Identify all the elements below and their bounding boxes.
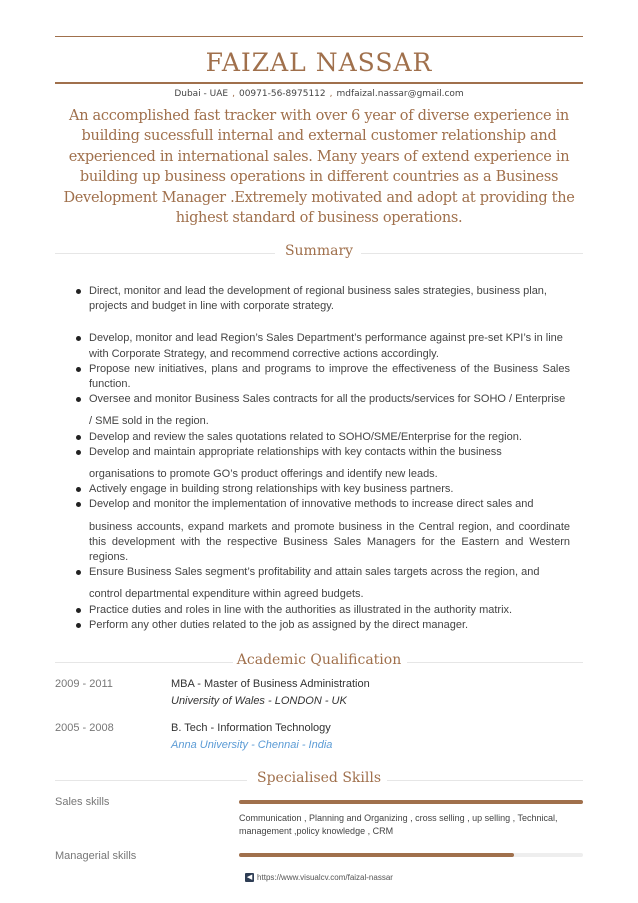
skills-section-heading xyxy=(55,770,583,790)
education-degree: MBA - Master of Business Administration xyxy=(171,678,370,690)
summary-item: Develop and monitor the implementation of innovative methods to increase direct sales and xyxy=(75,497,570,512)
top-divider xyxy=(55,36,583,37)
summary-item: Develop and maintain appropriate relationships with key contacts within the business xyxy=(75,445,570,460)
education-section-heading xyxy=(55,652,583,672)
contact-separator: , xyxy=(232,89,235,99)
candidate-name: FAIZAL NASSAR xyxy=(205,48,433,77)
summary-item: Direct, monitor and lead the development of regional business sales strategies, business plan, projects and budget in line with corporate strategy. xyxy=(75,284,570,314)
summary-item-continued: control departmental expenditure within agreed budgets. xyxy=(89,588,364,601)
summary-section-heading xyxy=(55,243,583,263)
skill-description: Communication , Planning and Organizing , cross selling , up selling , Technical, management ,policy knowledge , CRM xyxy=(239,813,558,836)
contact-phone[interactable]: 00971-56-8975112 xyxy=(238,89,326,99)
education-degree: B. Tech - Information Technology xyxy=(171,722,331,734)
profile-url-link[interactable]: https://www.visualcv.com/faizal-nassar xyxy=(257,873,393,882)
education-school: University of Wales - LONDON - UK xyxy=(171,695,347,707)
summary-item: Develop, monitor and lead Region’s Sales Department’s performance against pre-set KPI’s in line with Corporate Strategy, and recommend corrective actions accordingly. xyxy=(75,331,570,361)
education-heading: Academic Qualification xyxy=(236,652,402,668)
summary-item: Actively engage in building strong relationships with key business partners. xyxy=(75,482,570,497)
profile-headline: An accomplished fast tracker with over 6 year of diverse experience in building sucessfull internal and external customer relationship and experienced in international sales. Many years of extend experience in building up business operations in different countries as a Business Development Manager .Extremely motivated and adopt at providing the highest standard of business operations. xyxy=(63,108,575,227)
summary-item-continued: business accounts, expand markets and promote business in the Central region, and coordinate this development with the respective Business Sales Managers for the Eastern and Western regions. xyxy=(89,520,570,564)
summary-item-continued: organisations to promote GO’s product offerings and identify new leads. xyxy=(89,468,438,481)
summary-item: Develop and review the sales quotations related to SOHO/SME/Enterprise for the region. xyxy=(75,430,570,445)
contact-email[interactable]: mdfaizal.nassar@gmail.com xyxy=(336,89,464,99)
summary-list xyxy=(75,284,570,633)
skill-level-bar xyxy=(239,853,583,857)
summary-heading: Summary xyxy=(284,243,354,259)
summary-item: Propose new initiatives, plans and programs to improve the effectiveness of the Business Sales function. xyxy=(75,362,570,392)
contact-line xyxy=(0,89,638,99)
skill-level-bar xyxy=(239,800,583,804)
skills-heading: Specialised Skills xyxy=(256,770,382,786)
contact-separator: , xyxy=(329,89,333,99)
summary-item-continued: / SME sold in the region. xyxy=(89,415,209,428)
education-school-link[interactable]: Anna University - Chennai - India xyxy=(171,739,333,751)
education-dates: 2009 - 2011 xyxy=(55,678,113,690)
skill-name: Managerial skills xyxy=(55,850,137,862)
summary-item: Ensure Business Sales segment’s profitability and attain sales targets across the region, and xyxy=(75,565,570,580)
footer xyxy=(0,873,638,882)
summary-item: Perform any other duties related to the job as assigned by the direct manager. xyxy=(75,618,570,633)
skill-level-fill xyxy=(239,853,514,857)
contact-location: Dubai - UAE xyxy=(174,89,229,99)
summary-item: Oversee and monitor Business Sales contracts for all the products/services for SOHO / Enterprise xyxy=(75,392,570,407)
skill-level-fill xyxy=(239,800,583,804)
education-dates: 2005 - 2008 xyxy=(55,722,114,734)
visualcv-icon: ◀ xyxy=(246,874,253,882)
summary-item: Practice duties and roles in line with the authorities as illustrated in the authority matrix. xyxy=(75,603,570,618)
skill-name: Sales skills xyxy=(55,796,110,808)
name-divider xyxy=(55,82,583,84)
